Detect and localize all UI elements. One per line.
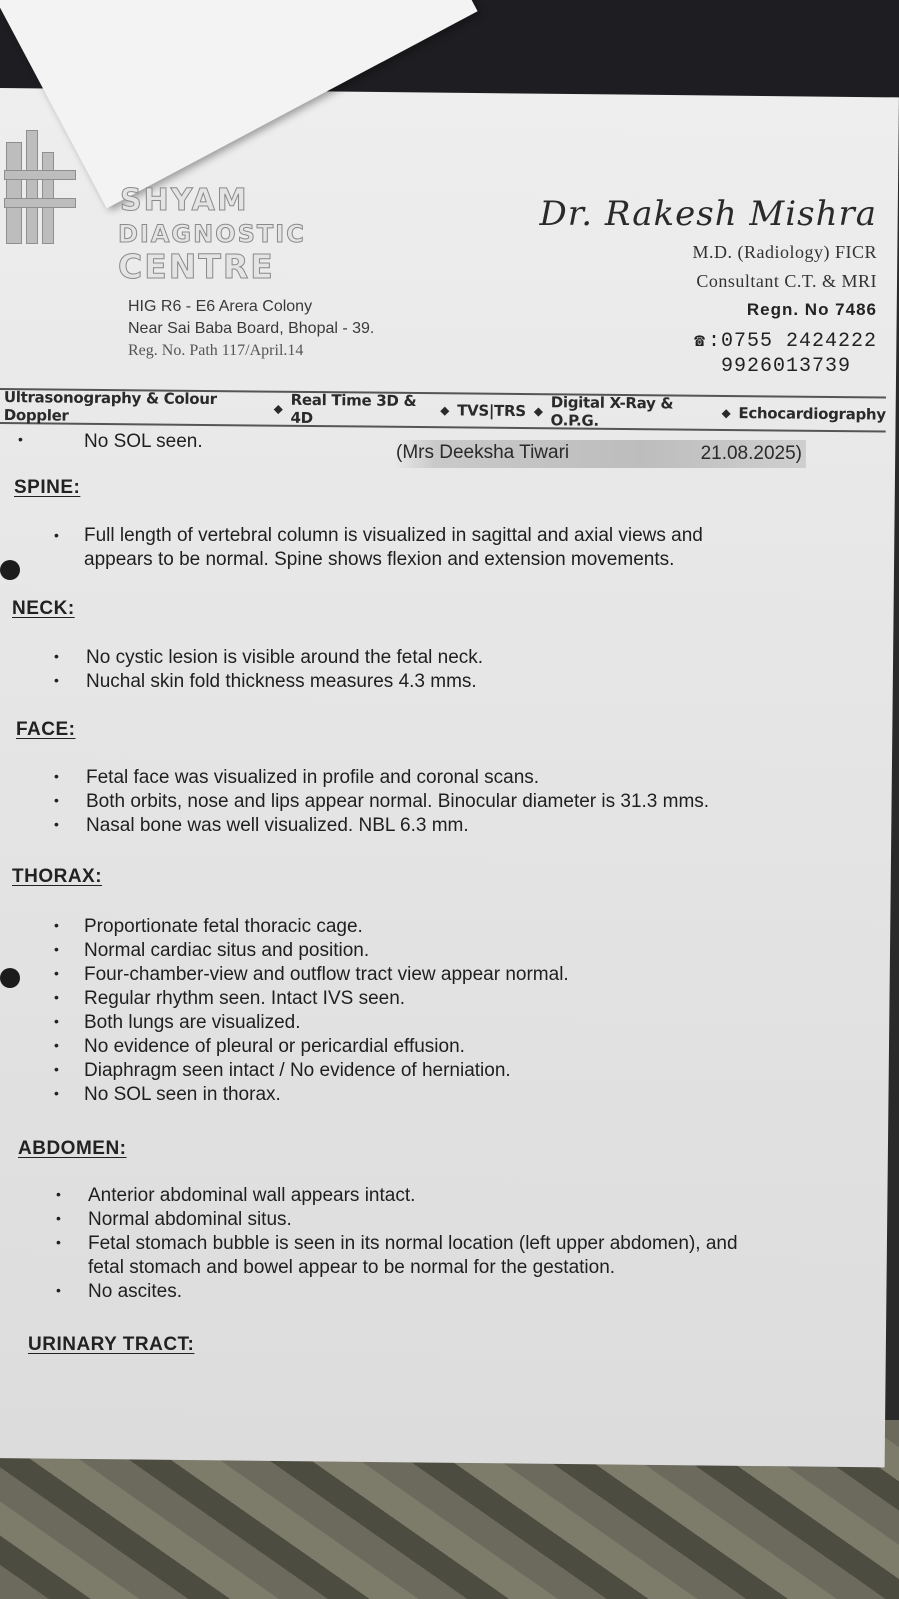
bullet: • xyxy=(54,1061,59,1077)
list-item: appears to be normal. Spine shows flexion and extension movements. xyxy=(84,549,675,570)
bullet: • xyxy=(56,1210,61,1226)
list-item: fetal stomach and bowel appear to be normal for the gestation. xyxy=(88,1257,616,1278)
bullet: • xyxy=(54,965,59,981)
doctor-registration: Regn. No 7486 xyxy=(746,300,877,319)
bullet: • xyxy=(54,792,59,808)
section-heading-abdomen: ABDOMEN: xyxy=(18,1138,127,1159)
service-item: Real Time 3D & 4D xyxy=(290,390,417,428)
separator-diamond-icon: ◆ xyxy=(721,405,731,421)
carryover-line: No SOL seen. xyxy=(84,431,203,452)
list-item: Nuchal skin fold thickness measures 4.3 mms. xyxy=(86,671,477,692)
list-item: No SOL seen in thorax. xyxy=(84,1084,281,1105)
service-item: Digital X-Ray & O.P.G. xyxy=(550,393,674,430)
patient-name: (Mrs Deeksha Tiwari xyxy=(396,442,570,463)
punch-hole xyxy=(0,968,20,988)
bullet: • xyxy=(54,672,59,688)
list-item: Proportionate fetal thoracic cage. xyxy=(84,916,363,937)
clinic-logo xyxy=(4,130,74,240)
report-date: 21.08.2025) xyxy=(700,443,802,464)
punch-hole xyxy=(0,560,20,580)
list-item: Anterior abdominal wall appears intact. xyxy=(88,1185,416,1206)
services-strip xyxy=(0,388,886,433)
bullet: • xyxy=(56,1234,61,1250)
list-item: Normal abdominal situs. xyxy=(88,1209,292,1230)
clinic-address xyxy=(128,296,374,362)
separator-diamond-icon: ◆ xyxy=(273,401,283,416)
section-heading-spine: SPINE: xyxy=(14,477,81,498)
separator-diamond-icon: ◆ xyxy=(533,404,543,419)
section-heading-face: FACE: xyxy=(16,719,76,740)
clinic-name-line3: CENTRE xyxy=(118,247,275,286)
list-item: Four-chamber-view and outflow tract view appear normal. xyxy=(84,964,569,985)
doctor-name: Dr. Rakesh Mishra xyxy=(539,194,877,234)
bullet: • xyxy=(54,989,59,1005)
list-item: Fetal stomach bubble is seen in its normal location (left upper abdomen), and xyxy=(88,1233,738,1254)
list-item: Nasal bone was well visualized. NBL 6.3 mm. xyxy=(86,815,469,836)
clinic-name xyxy=(118,183,418,286)
bullet: • xyxy=(54,648,59,664)
list-item: Diaphragm seen intact / No evidence of herniation. xyxy=(84,1060,511,1081)
bullet: • xyxy=(56,1282,61,1298)
doctor-designation: Consultant C.T. & MRI xyxy=(696,271,877,291)
bullet: • xyxy=(54,527,59,543)
doctor-details xyxy=(540,194,877,378)
service-item: Ultrasonography & Colour Doppler xyxy=(3,388,217,425)
list-item: No cystic lesion is visible around the fetal neck. xyxy=(86,647,484,668)
patient-banner xyxy=(394,440,806,468)
bullet: • xyxy=(54,816,59,832)
bullet: • xyxy=(54,917,59,933)
doctor-phone-1: ☎ :0755 2424222 xyxy=(694,330,877,353)
list-item: No ascites. xyxy=(88,1281,182,1302)
section-heading-thorax: THORAX: xyxy=(12,866,103,887)
bullet: • xyxy=(54,1013,59,1029)
list-item: Normal cardiac situs and position. xyxy=(84,940,370,961)
section-heading-neck: NECK: xyxy=(12,598,75,619)
telephone-icon: ☎ xyxy=(694,332,706,352)
list-item: Full length of vertebral column is visualized in sagittal and axial views and xyxy=(84,525,703,546)
clinic-registration: Reg. No. Path 117/April.14 xyxy=(128,342,304,359)
clinic-name-line2: DIAGNOSTIC xyxy=(118,220,306,248)
bullet: • xyxy=(18,431,23,447)
list-item: Both lungs are visualized. xyxy=(84,1012,301,1033)
service-item: TVS|TRS xyxy=(457,401,526,421)
list-item: No evidence of pleural or pericardial effusion. xyxy=(84,1036,465,1057)
separator-diamond-icon: ◆ xyxy=(440,403,450,418)
list-item: Regular rhythm seen. Intact IVS seen. xyxy=(84,988,406,1009)
bullet: • xyxy=(54,941,59,957)
service-item: Echocardiography xyxy=(738,404,886,424)
bullet: • xyxy=(54,768,59,784)
address-line1: HIG R6 - E6 Arera Colony xyxy=(128,298,313,315)
list-item: Fetal face was visualized in profile and coronal scans. xyxy=(86,767,540,788)
bullet: • xyxy=(56,1186,61,1202)
doctor-phone-2: 9926013739 xyxy=(720,355,851,378)
list-item: Both orbits, nose and lips appear normal. Binocular diameter is 31.3 mms. xyxy=(86,791,710,812)
bullet: • xyxy=(54,1085,59,1101)
bullet: • xyxy=(54,1037,59,1053)
clinic-name-line1: SHYAM xyxy=(120,183,249,218)
section-heading-urinary-tract: URINARY TRACT: xyxy=(28,1334,195,1355)
address-line2: Near Sai Baba Board, Bhopal - 39. xyxy=(128,320,375,337)
doctor-qualification: M.D. (Radiology) FICR xyxy=(692,242,877,262)
